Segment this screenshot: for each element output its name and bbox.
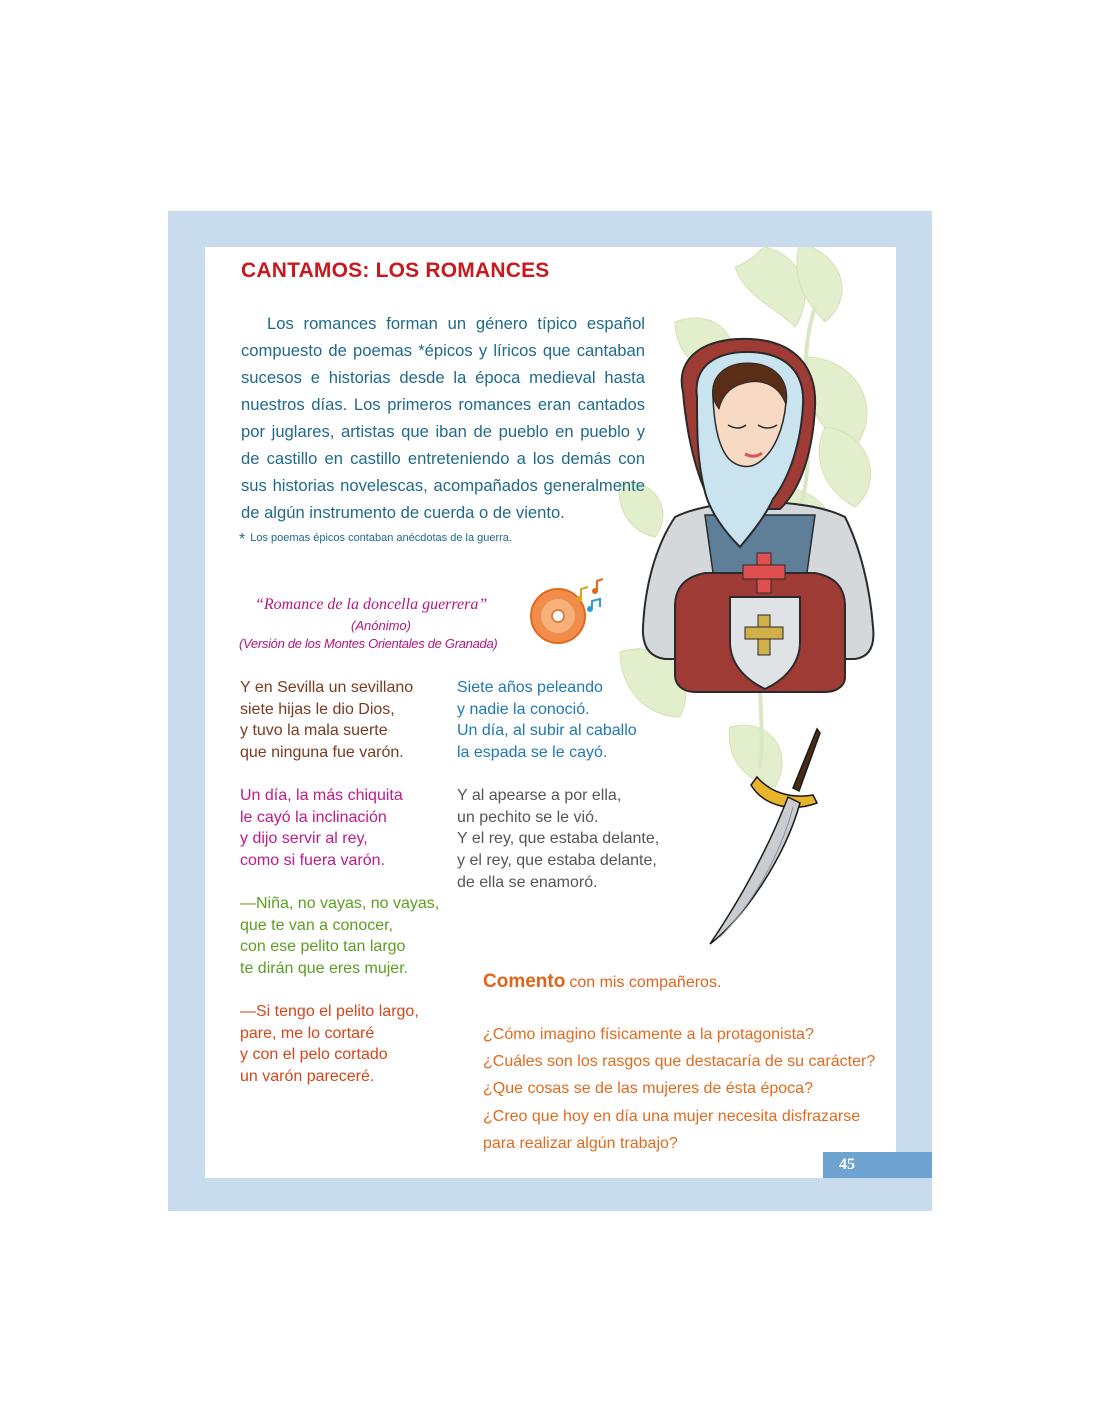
verse-line: y con el pelo cortado xyxy=(240,1046,388,1064)
discussion-questions xyxy=(483,1021,875,1157)
question-line: ¿Cuáles son los rasgos que destacaría de su carácter? xyxy=(483,1053,876,1071)
verse-line: le cayó la inclinación xyxy=(240,808,387,826)
stanza xyxy=(457,785,659,894)
verse-line: un pechito se le vió. xyxy=(457,808,599,826)
verse-line: que ninguna fue varón. xyxy=(240,744,404,762)
page-title: CANTAMOS: LOS ROMANCES xyxy=(241,259,550,282)
verse-line: Y al apearse a por ella, xyxy=(457,787,622,804)
poem-title: “Romance de la doncella guerrera” xyxy=(255,596,488,613)
page-content xyxy=(205,247,896,1178)
poem-version: (Versión de los Montes Orientales de Granada) xyxy=(239,636,498,651)
footnote-text: Los poemas épicos contaban anécdotas de la guerra. xyxy=(250,532,512,544)
verse-line: Siete años peleando xyxy=(457,679,603,696)
comento-heading xyxy=(483,971,721,993)
verse-line: y nadie la conoció. xyxy=(457,700,590,718)
verse-line: Un día, al subir al caballo xyxy=(457,722,637,740)
verse-line: con ese pelito tan largo xyxy=(240,938,406,956)
verse-line: y el rey, que estaba delante, xyxy=(457,852,657,870)
comento-keyword: Comento xyxy=(483,971,566,992)
question-line: ¿Que cosas se de las mujeres de ésta época? xyxy=(483,1080,813,1098)
question-line: ¿Creo que hoy en día una mujer necesita disfrazarse xyxy=(483,1107,861,1125)
verse-line: y tuvo la mala suerte xyxy=(240,722,388,740)
verse-line: te dirán que eres mujer. xyxy=(240,960,409,978)
stanza xyxy=(240,893,439,980)
verse-line: —Niña, no vayas, no vayas, xyxy=(240,895,440,912)
verse-line: la espada se le cayó. xyxy=(457,744,608,762)
verse-line: siete hijas le dio Dios, xyxy=(240,700,395,718)
verse-line: —Si tengo el pelito largo, xyxy=(240,1003,419,1020)
question-line: para realizar algún trabajo? xyxy=(483,1134,678,1152)
verse-line: Y el rey, que estaba delante, xyxy=(457,830,660,848)
stanza xyxy=(457,677,637,764)
verse-line: Un día, la más chiquita xyxy=(240,787,403,804)
verse-line: un varón pareceré. xyxy=(240,1068,375,1086)
stanza xyxy=(240,1001,419,1088)
comento-rest: con mis compañeros. xyxy=(569,974,722,991)
verse-line: como si fuera varón. xyxy=(240,852,385,870)
verse-line: y dijo servir al rey, xyxy=(240,830,368,848)
page-number: 45 xyxy=(823,1152,932,1178)
verse-line: Y en Sevilla un sevillano xyxy=(240,679,414,696)
footnote xyxy=(239,531,512,549)
verse-line: pare, me lo cortaré xyxy=(240,1024,375,1042)
question-line: ¿Cómo imagino físicamente a la protagonista? xyxy=(483,1026,814,1043)
verse-line: que te van a conocer, xyxy=(240,916,393,934)
poem-author: (Anónimo) xyxy=(351,618,411,633)
footnote-marker: * xyxy=(239,531,246,548)
intro-paragraph: Los romances forman un género típico español compuesto de poemas *épicos y líricos que cantaban sucesos e historias desde la época medieval hasta nuestros días. Los primeros romances eran cantados por juglares, artistas que iban de pueblo en pueblo y de castillo en castillo entreteniendo a los demás con sus historias novelescas, acompañados generalmente de algún instrumento de cuerda o de viento. xyxy=(241,314,645,522)
stanza xyxy=(240,677,413,764)
stanza xyxy=(240,785,403,872)
verse-line: de ella se enamoró. xyxy=(457,873,598,891)
